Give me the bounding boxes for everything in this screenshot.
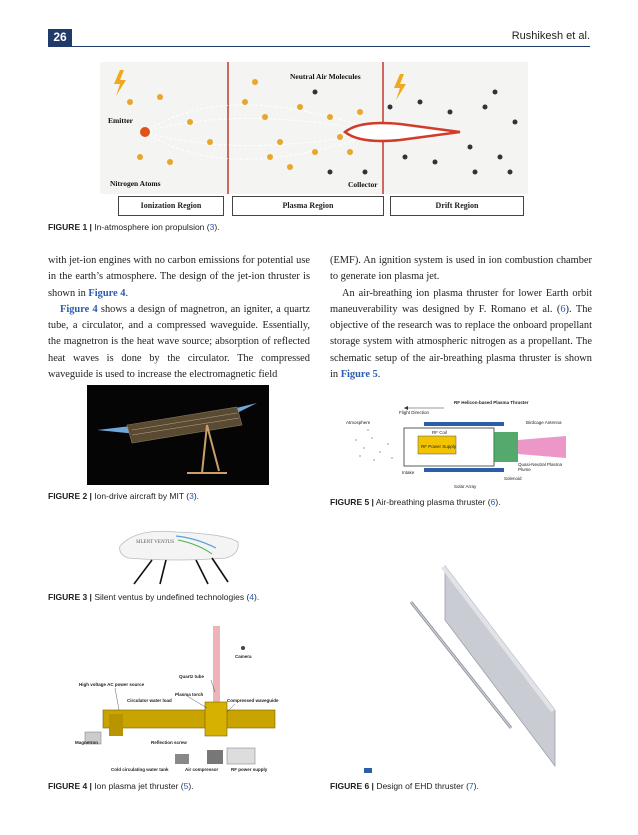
- label-collector: Collector: [348, 180, 378, 189]
- label-solenoid: Solenoid: [504, 476, 522, 481]
- text: shows a design of magnetron, an igniter, a quartz tube, a circulator, and a compressed waveguide. Essentially, the magnetron is the heat wave source; absorption of reflected heat waves is done by the circulator. The compressed waveguide is used to increase the electromagnetic field: [48, 303, 310, 381]
- caption-label: FIGURE 2 |: [48, 491, 92, 501]
- label-camera: Camera: [235, 654, 252, 659]
- label-reflection-screw: Reflection screw: [151, 740, 187, 745]
- text: .: [125, 287, 129, 299]
- label-nitrogen-atoms: Nitrogen Atoms: [110, 179, 161, 188]
- text: ). The objective of the research was to replace the onboard propellant storage system with atmospheric nitrogen as a propellant. The schematic setup of the air-breathing plasma thruster is shown in: [330, 303, 592, 381]
- caption-tail: ).: [254, 592, 260, 602]
- citation-link[interactable]: 6: [560, 303, 566, 315]
- label-rf-coil: RF Coil: [432, 430, 448, 435]
- caption-text: Design of EHD thruster (: [373, 781, 469, 791]
- figure-1-diagram: [100, 62, 528, 194]
- label-plasma-torch: Plasma torch: [175, 692, 204, 697]
- label-atmosphere: Atmosphere: [346, 420, 371, 425]
- citation-link[interactable]: 3: [209, 222, 215, 232]
- label-solar-array: Solar Array: [454, 484, 477, 489]
- citation-link[interactable]: 6: [490, 497, 496, 507]
- caption-text: Silent ventus by undefined technologies (: [91, 592, 250, 602]
- caption-tail: ).: [473, 781, 479, 791]
- caption-tail: ).: [214, 222, 220, 232]
- figure-6-caption: [330, 781, 590, 791]
- running-head: Rushikesh et al.: [511, 30, 590, 42]
- text: with jet-ion engines with no carbon emissions for potential use in the earth’s atmosphere. The design of the jet-ion thruster is shown in: [48, 255, 310, 299]
- figure-6-marker-icon: [364, 768, 372, 773]
- citation-link[interactable]: 3: [189, 491, 194, 501]
- caption-text: Ion plasma jet thruster (: [91, 781, 184, 791]
- caption-text: Ion-drive aircraft by MIT (: [91, 491, 190, 501]
- figure-6-image: [405, 560, 559, 774]
- figure-5: [344, 400, 574, 492]
- label-birdcage: Birdcage Antenna: [526, 420, 562, 425]
- figure-link[interactable]: Figure 5: [340, 369, 378, 381]
- caption-label: FIGURE 6 |: [330, 781, 374, 791]
- label-rf-power-supply: RF power supply: [231, 767, 268, 772]
- label-air-compressor: Air compressor: [185, 767, 219, 772]
- caption-text: In-atmosphere ion propulsion (: [91, 222, 210, 232]
- caption-label: FIGURE 5 |: [330, 497, 374, 507]
- figure-4: [75, 622, 290, 777]
- citation-link[interactable]: 4: [249, 592, 255, 602]
- region-plasma: Plasma Region: [232, 196, 384, 216]
- label-rf-power: RF Power Supply: [421, 444, 457, 449]
- label-quartz-tube: Quartz tube: [179, 674, 205, 679]
- label-hv-power-source: High voltage AC power source: [79, 682, 145, 687]
- text: An air-breathing ion plasma thruster for lower Earth orbit maneuverability was designed by F. Romano et al. (: [330, 287, 592, 315]
- caption-label: FIGURE 4 |: [48, 781, 92, 791]
- header-rule: [48, 46, 590, 47]
- label-cold-water-tank: Cold circulating water tank: [111, 767, 169, 772]
- figure-3-caption: [48, 592, 308, 602]
- body-right-column: [330, 253, 592, 383]
- caption-text: Air-breathing plasma thruster (: [373, 497, 491, 507]
- left-paragraph-1: [48, 253, 310, 302]
- body-left-column: [48, 253, 310, 383]
- figure-2-image: [87, 385, 269, 485]
- label-plume: Quasi-Neutral Plasma Plume: [518, 462, 563, 472]
- label-magnetron: Magnetron: [75, 740, 98, 745]
- page-number: 26: [48, 29, 72, 46]
- caption-label: FIGURE 3 |: [48, 592, 92, 602]
- figure-3: [116, 518, 242, 586]
- figure-4-caption: [48, 781, 308, 791]
- label-circulator: Circulator water load: [127, 698, 172, 703]
- left-paragraph-2: [48, 302, 310, 383]
- label-emitter: Emitter: [108, 116, 133, 125]
- figure-2-caption: [48, 491, 308, 501]
- right-paragraph-2: [330, 286, 592, 384]
- label-title: RF Helicon-based Plasma Thruster: [454, 400, 529, 405]
- figure-5-caption: [330, 497, 590, 507]
- figure-1-caption: [48, 222, 588, 232]
- citation-link[interactable]: 7: [468, 781, 474, 791]
- label-intake: Intake: [402, 470, 415, 475]
- brand-text: SILENT VENTUS: [136, 540, 175, 545]
- label-neutral-air-molecules: Neutral Air Molecules: [290, 72, 361, 81]
- caption-tail: ).: [495, 497, 501, 507]
- citation-link[interactable]: 5: [183, 781, 189, 791]
- figure-3-image: [116, 518, 242, 586]
- figure-5-diagram: [344, 400, 574, 492]
- label-flight-direction: Flight Direction: [399, 410, 430, 415]
- caption-tail: ).: [193, 491, 200, 501]
- caption-label: FIGURE 1 |: [48, 222, 92, 232]
- caption-tail: ).: [188, 781, 194, 791]
- text: .: [377, 369, 381, 381]
- figure-link[interactable]: Figure 4: [60, 303, 98, 315]
- right-paragraph-1: (EMF). An ignition system is used in ion combustion chamber to generate ion plasma jet.: [330, 255, 592, 283]
- figure-link[interactable]: Figure 4: [88, 287, 126, 299]
- region-drift: Drift Region: [390, 196, 524, 216]
- figure-1: [100, 62, 528, 218]
- region-ionization: Ionization Region: [118, 196, 224, 216]
- label-compressed-waveguide: Compressed waveguide: [227, 698, 279, 703]
